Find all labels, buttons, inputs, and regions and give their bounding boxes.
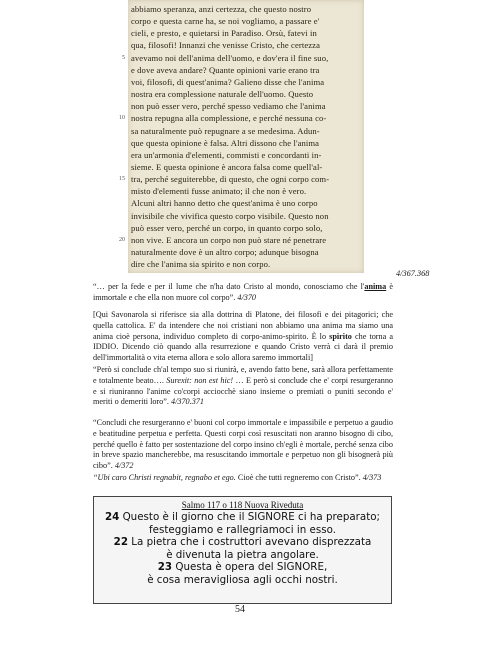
scan-text-line: qua, filosofi! Innanzi che venisse Cristo, che certezza (131, 40, 320, 51)
quote-anima: “… per la fede e per il lume che n'ha dato Cristo al mondo, conosciamo che l'anima è immortale e che ella non muore col corpo”. 4/370 (93, 282, 393, 302)
commentary-paragraph: [Qui Savonarola si riferisce sia alla dottrina di Platone, dei filosofi e dei pitagorici; che quella cattolica. E' da intendere che noi cristiani non abbiamo una anima ma siamo una anima cioè persona, individuo completo di corpo-animo-spirito. È lo spirito che torna a IDDIO. Dicendo ciò quando alla resurrezione e quando Cristo verrà ci darà il premio dell'immortalità o vita eterna allora e solo allora saremo immortali] (93, 310, 393, 363)
scan-text-line: dire che l'anima sia spirito e non corpo. (131, 259, 271, 270)
quote-bodies: “Concludi che resurgeranno e' buoni col corpo immortale e impassibile e perpetuo a gaudio e beatitudine perpetua e perfetta. Questi corpi così resuscitati non aranno bisogno di cibo, perché quello è fatto per sostentazione del corpo insino ch'egli è mortale, perché senza cibo in breve spazio mancherebbe, ma resuscitando immortale e perpetuo non gli bisognerà più cibo”. 4/372 (93, 418, 393, 471)
page-number: 54 (235, 604, 245, 615)
scan-text-line: Alcuni altri hanno detto che quest'anima è uno corpo (131, 198, 318, 209)
reference-367: 4/367.368 (396, 269, 430, 278)
scan-text-line: può esser vero, perché un corpo, in quanto corpo solo, (131, 222, 323, 233)
scan-text-line: e dove aveva andare? Quante opinioni varie erano tra (131, 64, 320, 75)
line-number: 10 (119, 115, 125, 122)
scan-text-line: era un'armonia d'elementi, commisti e concordanti in- (131, 149, 322, 160)
scan-text-line: cieli, e presto, e quietarsi in Paradiso. Orsù, fatevi in (131, 28, 317, 39)
scan-text-line: voi, filosofi, di quest'anima? Galieno disse che l'anima (131, 76, 325, 87)
latin-phrase: Surexit: non est hic! (166, 375, 234, 385)
scan-text-line: invisibile che vivifica questo corpo visibile. Questo non (131, 210, 329, 221)
keyword-anima: anima (364, 282, 387, 291)
psalm-title: Salmo 117 o 118 Nuova Riveduta (181, 500, 304, 510)
line-number: 15 (119, 176, 125, 183)
scan-text-line: avevamo noi dell'anima dell'uomo, e dov'era il fine suo, (131, 52, 329, 63)
scan-text-line: que questa opinione è falsa. Altri dissono che l'anima (131, 137, 320, 148)
keyword-spirito: spirito (329, 331, 352, 341)
line-number: 20 (119, 236, 125, 243)
scan-text-line: corpo e questa carne ha, se noi vogliamo, a passare e' (131, 16, 320, 27)
scan-text-line: naturalmente dove è un altro corpo; adunque bisogna (131, 247, 319, 257)
verse-22: 22 La pietra che i costruttori avevano disprezzata (113, 536, 372, 548)
scan-text-line: abbiamo speranza, anzi certezza, che questo nostro (131, 4, 312, 14)
scan-text-line: misto d'elementi fusse animato; il che non è vero. (131, 186, 307, 197)
scan-text-line: tra, perché seguiterebbe, di questo, che ogni corpo com- (131, 174, 330, 185)
reference-373: 4/373 (360, 473, 382, 482)
verse-23-cont: è cosa meravigliosa agli occhi nostri. (147, 573, 338, 586)
verse-22-cont: è divenuta la pietra angolare. (166, 548, 319, 561)
scan-text-line: sa naturalmente può repugnare a se medesima. Adun- (131, 125, 320, 136)
scan-text-line: non può esser vero, perché spesso vediamo che l'anima (131, 101, 326, 112)
psalm-box (93, 496, 392, 604)
verse-23: 23 Questa è opera del SIGNORE, (157, 561, 328, 573)
line-number: 5 (122, 54, 125, 61)
scan-text-line: non vive. E ancora un corpo non può stare né penetrare (131, 234, 327, 245)
quote-resurrection: “Però si conclude ch'al tempo suo si riunirà, e, avendo fatto bene, sarà allora perfettamente e totalmente beato…. Surexit: non est hic! … E però si conclude che e' corpi resurgeranno e si riuniranno l'anime co'corpi acciocchè siano insieme o premiati o puniti secondo e' meriti o demeriti loro”. 4/370.371 (93, 365, 394, 407)
verse-24: 24 Questo è il giorno che il SIGNORE ci ha preparato; (104, 511, 381, 523)
reference-372: 4/372 (112, 461, 134, 471)
scan-text-line: nostra repugna alla complessione, e perché nessuna co- (131, 113, 327, 124)
verse-24-cont: festeggiamo e rallegriamoci in esso. (149, 523, 336, 536)
reference-370: 4/370 (235, 292, 257, 302)
latin-quote: “Ubi caro Christi regnabit, regnabo et ego. (93, 473, 236, 482)
scan-text-line: sieme. E questa opinione è ancora falsa come quell'al- (131, 161, 323, 172)
scan-text-line: nostra era complessione naturale dell'uomo. Questo (131, 89, 314, 100)
reference-370-371: 4/370.371 (168, 397, 204, 407)
quote-ubi-caro: “Ubi caro Christi regnabit, regnabo et ego. Cioè che tutti regneremo con Cristo”. 4/373 (93, 473, 382, 482)
